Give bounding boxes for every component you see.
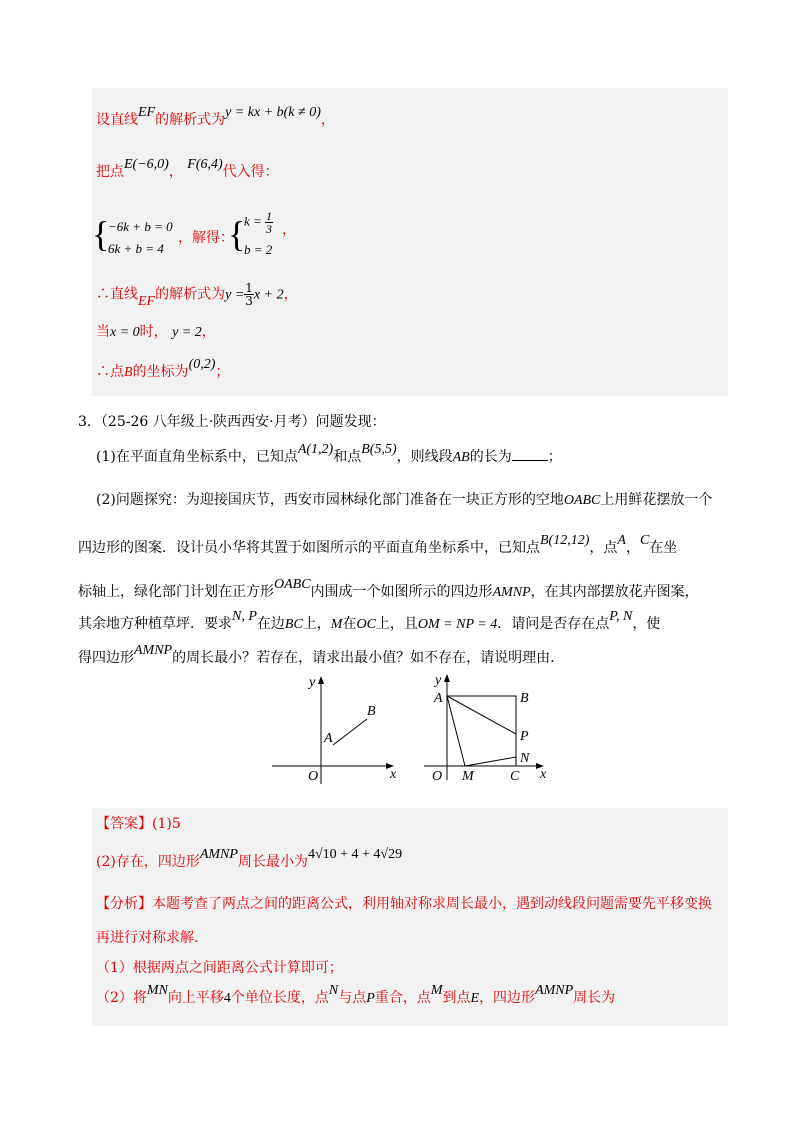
square-oabc — [447, 696, 516, 766]
question-part-2-line-3: 标轴上，绿化部门计划在正方形OABC内围成一个如图所示的四边形AMNP，在其内部摆放花卉图案， — [78, 577, 699, 600]
question-header: 3．（25-26 八年级上·陕西西安·月考）问题发现： — [78, 414, 386, 430]
question-part-2-line-2: 四边形的图案．设计员小华将其置于如图所示的平面直角坐标系中，已知点B(12,12)，点A，C在坐 — [78, 533, 678, 556]
label-a: A — [324, 731, 333, 746]
y-axis-arrow — [318, 676, 324, 684]
label-b: B — [367, 704, 376, 719]
solution-line-4: ∴直线EF的解析式为y = $\frac{1}{3}$ x + 2， — [96, 281, 298, 309]
fraction-one-third: $\frac{1}{3}$ — [266, 209, 273, 236]
answer-line-2: (2)存在，四边形AMNP周长最小为4√10 + 4 + 4√29 — [96, 847, 403, 870]
question-part-2-line-5: 得四边形AMNP的周长最小？若存在，请求出最小值？如不存在，请说明理由. — [78, 643, 555, 666]
question-part-1: (1)在平面直角坐标系中，已知点A(1,2)和点B(5,5)，则线段AB的长为 ； — [96, 442, 562, 465]
solution-b: b = 2 — [244, 242, 273, 257]
solution-line-1: 设直线EF的解析式为y = kx + b(k ≠ 0)， — [96, 105, 335, 128]
solution-line-5: 当x = 0时， y = 2， — [96, 324, 216, 340]
label-n: N — [520, 751, 530, 766]
label-o: O — [308, 769, 319, 784]
figure-1-coordinate-plane — [266, 670, 406, 790]
label-c: C — [510, 769, 520, 784]
label-y: y — [435, 673, 442, 688]
system-eq-1: −6k + b = 0 — [108, 219, 173, 234]
solve-label: ，解得： — [178, 230, 234, 246]
y-axis-arrow — [444, 674, 450, 682]
label-b: B — [520, 691, 529, 706]
analysis-step-1: （1）根据两点之间距离公式计算即可； — [96, 960, 343, 976]
solution-line-2: 把点E(−6,0)， F(6,4)代入得： — [96, 157, 279, 180]
label-o: O — [432, 769, 443, 784]
label-x: x — [390, 767, 397, 782]
system-brace-2: { — [228, 214, 246, 254]
label-p: P — [520, 729, 529, 744]
label-a: A — [434, 691, 443, 706]
quadrilateral-amnp — [447, 696, 516, 766]
solution-line-6: ∴点B的坐标为(0,2)； — [96, 357, 230, 380]
analysis-line-2: 再进行对称求解. — [96, 930, 199, 946]
answer-line-1: 【答案】(1)5 — [96, 816, 181, 832]
solve-comma: ， — [282, 222, 296, 238]
label-y: y — [309, 675, 316, 690]
segment-ab — [333, 719, 367, 745]
figure-2-square-diagram — [418, 670, 558, 790]
analysis-step-2: （2）将MN向上平移4个单位长度，点N与点P重合，点M到点E，四边形AMNP周长为 — [96, 983, 616, 1006]
label-m: M — [462, 769, 474, 784]
question-part-2-line-4: 其余地方种植草坪．要求N, P在边BC上，M在OC上，且OM = NP = 4．请问是否存在点P, N，使 — [78, 609, 661, 632]
analysis-line-1: 【分析】本题考查了两点之间的距离公式，利用轴对称求周长最小，遇到动线段问题需要先平移变换 — [96, 896, 712, 912]
answer-blank[interactable] — [512, 446, 548, 461]
solution-k: k = $\frac{1}{3}$ — [244, 209, 273, 236]
system-eq-2: 6k + b = 4 — [108, 241, 164, 256]
system-brace-1: { — [92, 214, 110, 254]
question-part-2-line-1: (2)问题探究：为迎接国庆节，西安市园林绿化部门准备在一块正方形的空地OABC上用鲜花摆放一个 — [96, 492, 713, 508]
label-x: x — [540, 767, 547, 782]
